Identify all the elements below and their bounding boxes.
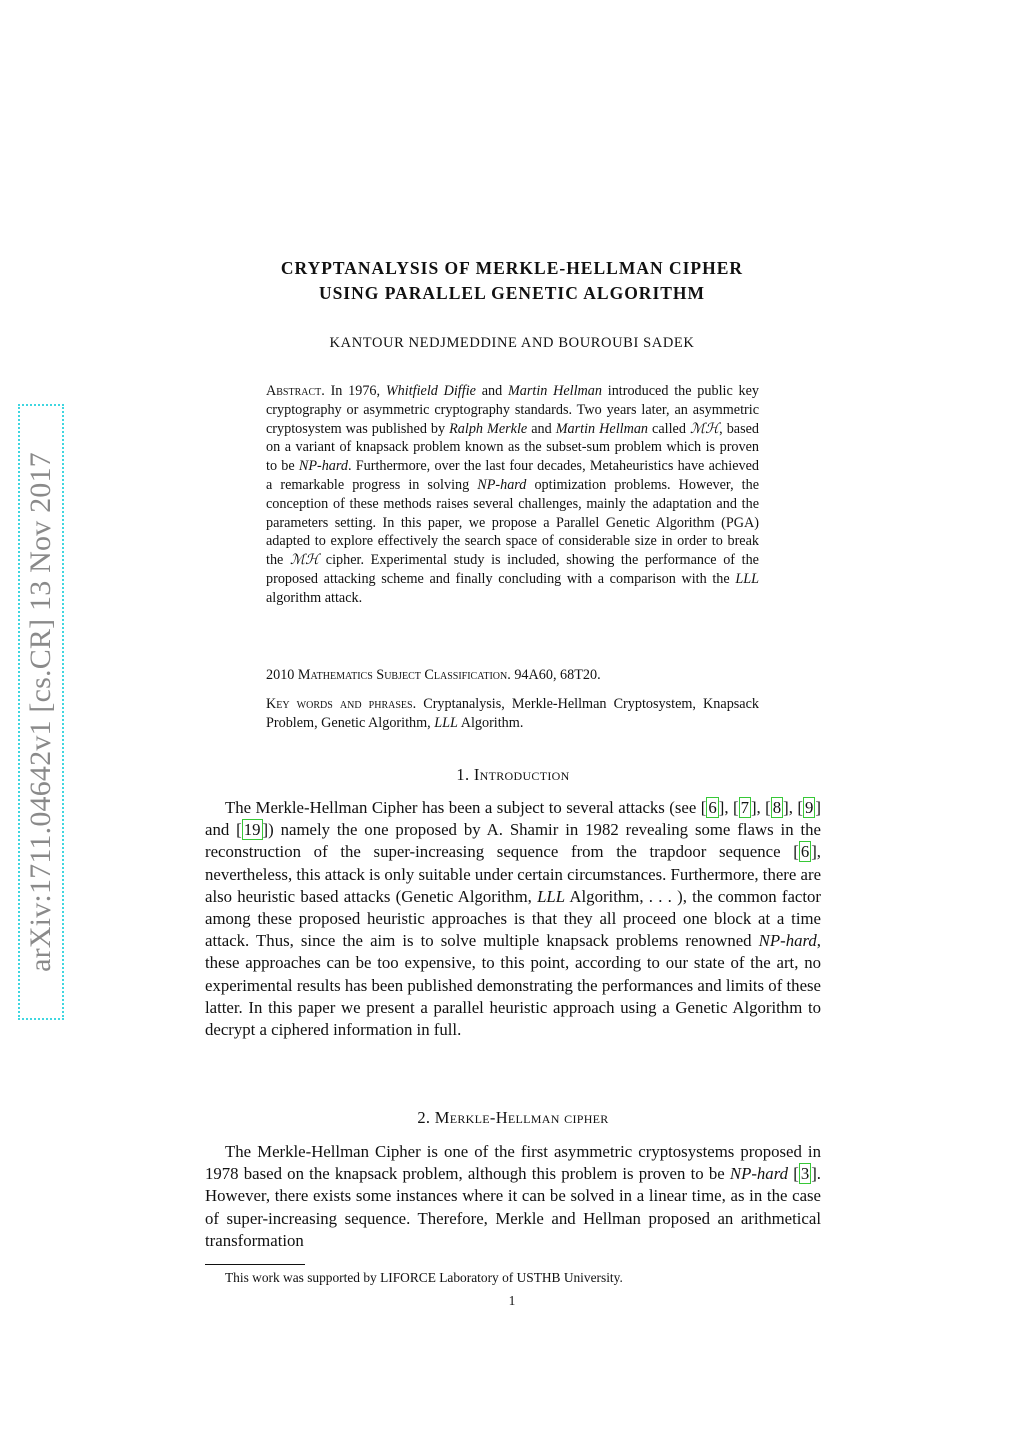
- abstract-text: and: [475, 383, 508, 399]
- abstract-label: Abstract.: [266, 383, 325, 399]
- abstract-text: . Furthermore, over the last four decades, Metaheuristics have achieved a remarkable progress in solving: [266, 458, 759, 493]
- body-text: [788, 1164, 793, 1183]
- citation-link[interactable]: 9: [805, 798, 814, 817]
- abstract-name: Martin Hellman: [555, 420, 649, 437]
- abstract-text: called: [648, 420, 690, 437]
- keywords: [266, 695, 759, 733]
- merkle-hellman-body: [205, 1141, 821, 1252]
- body-text: . However, there exists some instances where it can be solved in a linear time, as in the case of super-increasing sequence. Therefore, Merkle and Hellman proposed an arithmetical transformation: [205, 1164, 821, 1250]
- abstract-name: Martin Hellman: [507, 383, 602, 399]
- section-heading-introduction: 1. Introduction: [456, 765, 570, 784]
- np-hard-term: NP-hard: [729, 1164, 788, 1184]
- section-heading-merkle-hellman: 2. Merkle-Hellman cipher: [417, 1108, 609, 1127]
- lll-term: LLL: [434, 714, 458, 731]
- body-text: Algorithm, . . . ), the common factor among these proposed heuristic approaches is that they all proceed one block at a time attack. Thus, since the aim is to solve multiple knapsack problems renowned: [205, 886, 821, 951]
- page-number: 1: [508, 1293, 516, 1308]
- citation-link[interactable]: 19: [243, 820, 261, 840]
- title-line-1: CRYPTANALYSIS OF MERKLE-HELLMAN CIPHER: [280, 258, 744, 278]
- abstract-text: optimization problems. However, the conception of these methods raises several challenges, mainly the adaptation and the parameters setting. In this paper, we propose a Parallel Genetic Algorithm (PGA) adapted to explore effectively the search space of considerable size in order to break the: [266, 476, 759, 569]
- body-text: and: [205, 820, 237, 840]
- mh-symbol: ℳℋ: [689, 420, 720, 437]
- body-text: , these approaches can be too expensive, to this point, according to our state of the art, no experimental results has been published demonstrating the performances and limits of these latter. In this paper we present a parallel heuristic approach using a Genetic Algorithm to decrypt a ciphered information in full.: [205, 931, 821, 1040]
- abstract-name: Ralph Merkle: [449, 420, 528, 437]
- citation-link[interactable]: 6: [800, 842, 810, 862]
- footnote: This work was supported by LIFORCE Laboratory of USTHB University.: [225, 1270, 623, 1285]
- np-hard-term: NP-hard: [758, 931, 817, 951]
- keywords-label: Key words and phrases.: [266, 696, 417, 712]
- abstract: [266, 382, 759, 608]
- np-hard-term: NP-hard: [298, 458, 348, 475]
- body-text: , nevertheless, this attack is only suitable under certain circumstances. Furthermore, there are also heuristic based attacks (Genetic Algorithm,: [205, 842, 822, 906]
- body-text: The Merkle-Hellman Cipher is one of the first asymmetric cryptosystems proposed in 1978 based on the knapsack problem, although this problem is proven to be: [205, 1142, 821, 1184]
- classification-label: 2010 Mathematics Subject Classification.: [266, 667, 511, 683]
- abstract-text: introduced the public key cryptography or asymmetric cryptography standards. Two years later, an asymmetric cryptosystem was published by: [266, 383, 759, 437]
- abstract-text: In 1976,: [324, 383, 386, 399]
- citation-link[interactable]: 8: [772, 798, 782, 817]
- arxiv-identifier: arXiv:1711.04642v1 [cs.CR] 13 Nov 2017: [24, 452, 57, 972]
- abstract-text: cipher. Experimental study is included, showing the performance of the proposed attacking scheme and finally concluding with a comparison with the: [266, 552, 759, 587]
- abstract-text: algorithm attack.: [266, 589, 363, 606]
- abstract-text: and: [527, 420, 556, 437]
- lll-term: LLL: [735, 570, 759, 587]
- citation-link[interactable]: 3: [800, 1164, 810, 1184]
- body-text: ) namely the one proposed by A. Shamir in 1982 revealing some flaws in the reconstruction of the super-increasing sequence from the trapdoor sequence: [205, 820, 821, 862]
- mh-symbol: ℳℋ: [289, 552, 320, 569]
- paper-authors: KANTOUR NEDJMEDDINE AND BOUROUBI SADEK: [329, 335, 695, 351]
- title-line-2: USING PARALLEL GENETIC ALGORITHM: [318, 283, 706, 303]
- introduction-body: [205, 797, 821, 1041]
- abstract-name: Whitfield Diffie: [385, 383, 476, 399]
- np-hard-term: NP-hard: [477, 476, 527, 493]
- body-text: The Merkle-Hellman Cipher has been a subject to several attacks (see: [225, 798, 701, 817]
- paper-title: [200, 256, 824, 306]
- introduction-paragraph: The Merkle-Hellman Cipher has been a subject to several attacks (see [ 6 ], [ 7 ], [ 8 ], [ 9 ] and [ 19 ]) namely the one proposed by A. Shamir in 1982 revealing some flaws in the reconstruction of the super-increasing sequence from the trapdoor sequence [ 6 ], nevertheless, this attack is only suitable under certain circumstances. Furthermore, there are also heuristic based attacks (Genetic Algorithm, LLL Algorithm, . . . ), the common factor among these proposed heuristic approaches is that they all proceed one block at a time attack. Thus, since the aim is to solve multiple knapsack problems renowned NP-hard, these approaches can be too expensive, to this point, according to our state of the art, no experimental results has been published demonstrating the performances and limits of these latter. In this paper we present a parallel heuristic approach using a Genetic Algorithm to decrypt a ciphered information in full.: [205, 798, 822, 1040]
- merkle-hellman-paragraph: The Merkle-Hellman Cipher is one of the first asymmetric cryptosystems proposed in 1978 based on the knapsack problem, although this problem is proven to be NP-hard [ 3 ]. However, there exists some instances where it can be solved in a linear time, as in the case of super-increasing sequence. Therefore, Merkle and Hellman proposed an arithmetical transformation: [205, 1142, 821, 1250]
- arxiv-sidebar-stamp: [18, 404, 64, 1020]
- citation-link[interactable]: 6: [708, 798, 717, 817]
- keywords-text: Cryptanalysis, Merkle-Hellman Cryptosystem, Knapsack Problem, Genetic Algorithm,: [266, 696, 759, 731]
- citation-link[interactable]: 7: [740, 798, 749, 817]
- keywords-text: Algorithm.: [457, 714, 524, 731]
- subject-classification: [266, 666, 759, 685]
- lll-term: LLL: [537, 886, 566, 906]
- footnote-rule: [205, 1264, 305, 1265]
- abstract-text: , based on a variant of knapsack problem known as the subset-sum problem which is proven to be: [266, 420, 760, 475]
- classification-value: 94A60, 68T20.: [510, 667, 601, 683]
